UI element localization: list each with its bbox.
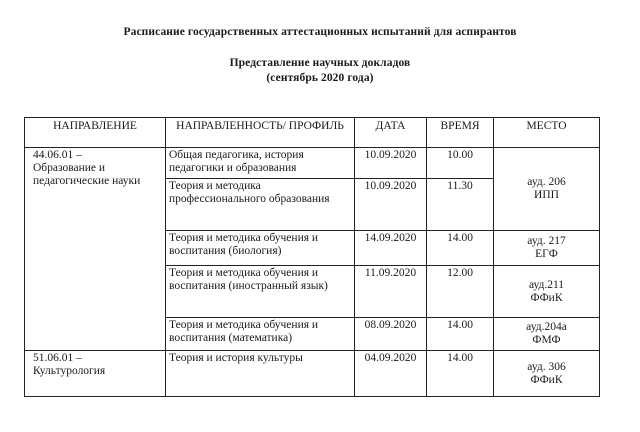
direction-code: 51.06.01 –: [33, 352, 82, 364]
header-profile: НАПРАВЛЕННОСТЬ/ ПРОФИЛЬ: [166, 118, 355, 148]
time-cell: 14.00: [427, 351, 494, 397]
table-row: [25, 148, 600, 179]
table-header-row: [25, 118, 600, 148]
place-dept: ФМФ: [532, 334, 561, 346]
direction-cell: [25, 148, 166, 351]
direction-cell: [25, 351, 166, 397]
profile-cell: Общая педагогика, история педагогики и образования: [166, 148, 355, 179]
header-place: МЕСТО: [494, 118, 600, 148]
date-cell: 04.09.2020: [355, 351, 427, 397]
place-dept: ФФиК: [530, 291, 563, 304]
time-cell: 11.30: [427, 179, 494, 231]
place-cell: [494, 351, 600, 397]
profile-cell: Теория и методика обучения и воспитания (иностранный язык): [166, 266, 355, 318]
profile-cell: Теория и история культуры: [166, 351, 355, 397]
place-cell: [494, 231, 600, 266]
direction-name: Образование и педагогические науки: [33, 162, 141, 187]
place-cell: [494, 318, 600, 351]
document-period: (сентябрь 2020 года): [266, 72, 374, 84]
profile-cell: Теория и методика обучения и воспитания (математика): [166, 318, 355, 351]
profile-cell: Теория и методика профессионального образования: [166, 179, 355, 231]
date-cell: 08.09.2020: [355, 318, 427, 351]
place-room: ауд. 217: [527, 235, 566, 247]
date-cell: 10.09.2020: [355, 148, 427, 179]
place-room: ауд.211: [528, 278, 565, 291]
place-room: ауд. 306: [527, 360, 566, 373]
place-cell: [494, 266, 600, 318]
table-row: [25, 351, 600, 397]
date-cell: 14.09.2020: [355, 231, 427, 266]
place-dept: ФФиК: [530, 373, 563, 386]
header-time: ВРЕМЯ: [427, 118, 494, 148]
profile-cell: Теория и методика обучения и воспитания (биология): [166, 231, 355, 266]
time-cell: 12.00: [427, 266, 494, 318]
place-cell: [494, 148, 600, 231]
place-dept: ИПП: [534, 189, 559, 201]
time-cell: 14.00: [427, 318, 494, 351]
place-room: ауд. 206: [527, 176, 566, 188]
document-title: Расписание государственных аттестационных испытаний для аспирантов: [123, 26, 517, 38]
schedule-table: [24, 117, 600, 397]
place-room: ауд.204а: [526, 321, 567, 333]
date-cell: 11.09.2020: [355, 266, 427, 318]
header-date: ДАТА: [355, 118, 427, 148]
date-cell: 10.09.2020: [355, 179, 427, 231]
header-direction: НАПРАВЛЕНИЕ: [25, 118, 166, 148]
direction-code: 44.06.01 –: [33, 149, 82, 161]
document-subtitle: Представление научных докладов: [229, 57, 411, 69]
direction-name: Культурология: [33, 365, 106, 377]
place-dept: ЕГФ: [535, 248, 558, 260]
time-cell: 10.00: [427, 148, 494, 179]
time-cell: 14.00: [427, 231, 494, 266]
